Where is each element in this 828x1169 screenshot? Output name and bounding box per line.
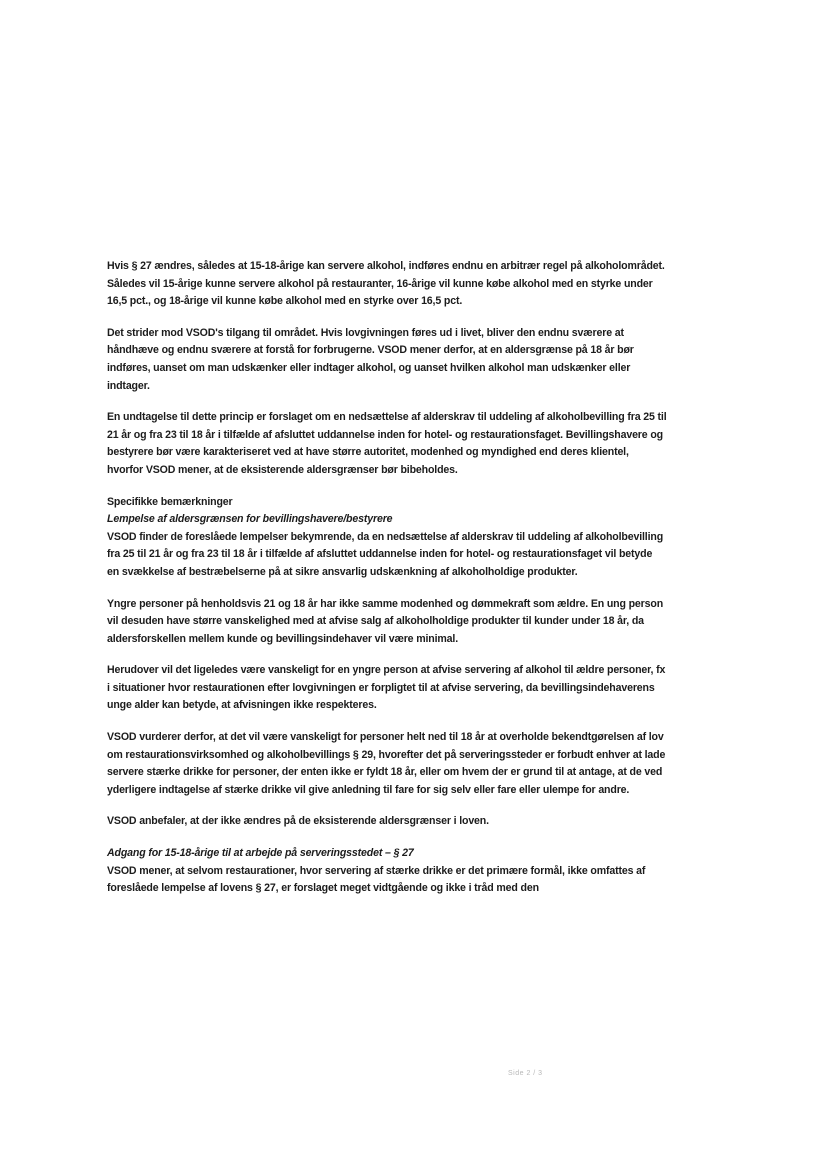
paragraph-vsod-approach: Det strider mod VSOD's tilgang til området. Hvis lovgivningen føres ud i livet, bliver den endnu sværere at håndhæve og endnu sværere at forstå for forbrugerne. VSOD mener derfor, at en aldersgrænse på 18 år bør indføres, uanset om man udskænker eller indtager alkohol, og uanset hvilken alkohol man udskænker eller indtager. bbox=[107, 326, 634, 392]
paragraph-amendment-27: Hvis § 27 ændres, således at 15-18-årige kan servere alkohol, indføres endnu en arbitrær regel på alkoholområdet. Således vil 15-årige kunne servere alkohol på restauranter, 16-årige vil kunne købe alkohol med en styrke under 16,5 pct., og 18-årige vil kunne købe alkohol med en styrke over 16,5 pct. bbox=[107, 260, 665, 308]
paragraph-refusal-difficulty: Herudover vil det ligeledes være vanskeligt for en yngre person at afvise servering af alkohol til ældre personer, fx i situationer hvor restaurationen efter lovgivningen er forpligtet til at afvise servering, da bevillingsindehaverens unge alder kan betyde, at afvisningen ikke respekteres. bbox=[107, 664, 666, 712]
paragraph-younger-persons: Yngre personer på henholdsvis 21 og 18 år har ikke samme modenhed og dømmekraft som ældre. En ung person vil desuden have større vanskelighed med at afvise salg af alkoholholdige produkter til kunder under 18 år, da aldersforskellen mellem kunde og bevillingsindehaver vil være minimal. bbox=[107, 597, 664, 645]
section-heading: Specifikke bemærkninger bbox=[107, 495, 233, 508]
paragraph-assessment-29: VSOD vurderer derfor, at det vil være vanskeligt for personer helt ned til 18 år at overholde bekendtgørelsen af lov om restaurationsvirksomhed og alkoholbevillings § 29, hvorefter det på serveringssteder er forbudt enhver at lade servere stærke drikke for personer, der enten ikke er fyldt 18 år, eller om hvem der er grund til at antage, at de ved yderligere indtagelse af stærke drikke vil give anledning til fare for sig selv eller fare eller ulempe for andre. bbox=[107, 731, 666, 796]
document-body bbox=[107, 258, 667, 898]
sub-heading-access-15-18: Adgang for 15-18-årige til at arbejde på serveringsstedet – § 27 bbox=[107, 847, 414, 860]
page-number: Side 2 / 3 bbox=[508, 1070, 543, 1077]
paragraph-recommendation: VSOD anbefaler, at der ikke ændres på de eksisterende aldersgrænser i loven. bbox=[107, 815, 489, 828]
paragraph-access-opinion: VSOD mener, at selvom restaurationer, hvor servering af stærke drikke er det primære formål, ikke omfattes af foreslåede lempelse af lovens § 27, er forslaget meget vidtgående og ikke i tråd med den bbox=[107, 864, 646, 895]
paragraph-concerning-relaxation: VSOD finder de foreslåede lempelser bekymrende, da en nedsættelse af alderskrav til uddeling af alkoholbevilling fra 25 til 21 år og fra 23 til 18 år i tilfælde af afsluttet uddannelse inden for hotel- og restaurationsfaget vil betyde en svækkelse af bestræbelserne på at sikre ansvarlig udskænkning af alkoholholdige produkter. bbox=[107, 530, 664, 578]
sub-heading-age-limit: Lempelse af aldersgrænsen for bevillingshavere/bestyrere bbox=[107, 513, 393, 526]
paragraph-exception: En undtagelse til dette princip er forslaget om en nedsættelse af alderskrav til uddeling af alkoholbevilling fra 25 til 21 år og fra 23 til 18 år i tilfælde af afsluttet uddannelse inden for hotel- og restaurationsfaget. Bevillingshavere og bestyrere bør være karakteriseret ved at have større autoritet, modenhed og myndighed end deres klientel, hvorfor VSOD mener, at de eksisterende aldersgrænser bør bibeholdes. bbox=[107, 411, 667, 476]
